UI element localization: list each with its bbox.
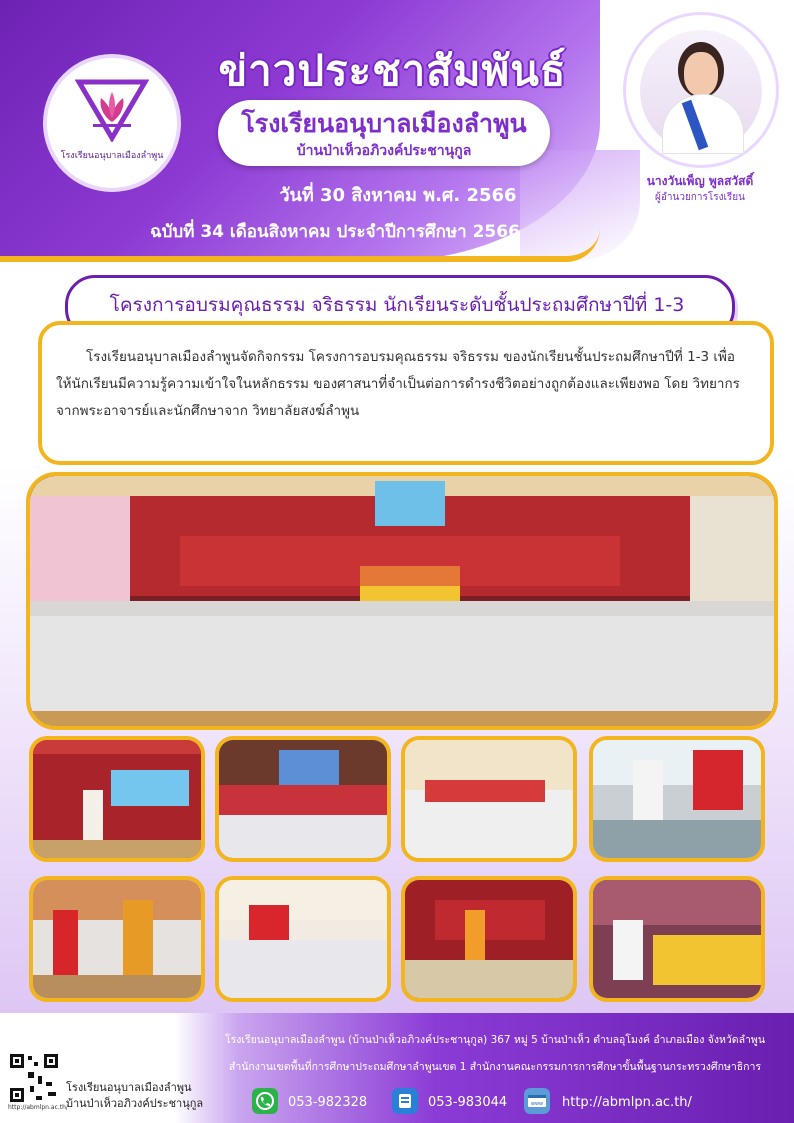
issue-date: วันที่ 30 สิงหาคม พ.ศ. 2566	[279, 185, 517, 206]
phone-number-1[interactable]: 053-982328	[288, 1095, 368, 1110]
thumb-photo-7	[401, 876, 577, 1002]
website-link[interactable]: http://abmlpn.ac.th/	[562, 1095, 692, 1110]
thumb-photo-6	[215, 876, 391, 1002]
footer-school-subname: บ้านป่าเห็วอภิวงค์ประชานุกูล	[66, 1097, 204, 1110]
school-name: โรงเรียนอนุบาลเมืองลำพูน	[241, 109, 527, 138]
lotus-logo-icon	[75, 78, 149, 142]
teachers-table-image	[593, 880, 761, 998]
main-group-photo	[26, 472, 778, 730]
svg-text:www: www	[530, 1101, 544, 1107]
thumb-photo-5	[29, 876, 205, 1002]
director-name: นางวันเพ็ญ พูลสวัสดิ์	[646, 174, 754, 188]
qr-caption: http://abmlpn.ac.th/	[8, 1104, 68, 1111]
description-text: โรงเรียนอนุบาลเมืองลำพูนจัดกิจกรรม โครงการอบรมคุณธรรม จริธรรม ของนักเรียนชั้นประถมศึกษาปีที่ 1-3 เพื่อให้นักเรียนมีความรู้ความเข้าใจในหลักธรรม ของศาสนาที่จำเป็นต่อการดำรงชีวิตอย่างถูกต้องและเพียงพอ โดย วิทยากรจากพระอาจารย์และนักศึกษาจาก วิทยาลัยสงฆ์ลำพูน	[56, 349, 740, 419]
classroom-stage-image	[219, 880, 387, 998]
portrait-face	[684, 52, 718, 96]
assembly-hall-image	[219, 740, 387, 858]
website-icon[interactable]	[524, 1088, 550, 1114]
project-title: โครงการอบรมคุณธรรม จริธรรม นักเรียนระดับชั้นประถมศึกษาปีที่ 1-3	[109, 294, 685, 316]
footer-school-name: โรงเรียนอนุบาลเมืองลำพูน	[66, 1081, 192, 1094]
outdoor-activity-image	[593, 740, 761, 858]
stage-speaker-image	[33, 740, 201, 858]
qr-code-icon[interactable]	[8, 1052, 60, 1104]
issue-number: ฉบับที่ 34 เดือนสิงหาคม ประจำปีการศึกษา 2566	[150, 222, 520, 242]
school-subtitle: บ้านป่าเห็วอภิวงค์ประชานุกูล	[296, 143, 472, 159]
thumb-photo-4	[589, 736, 765, 862]
thumb-photo-2	[215, 736, 391, 862]
footer-address: โรงเรียนอนุบาลเมืองลำพูน (บ้านป่าเห็วอภิวงค์ประชานุกูล) 367 หมู่ 5 บ้านป่าเห็ว ตำบลอุโมงค์ อำเภอเมือง จังหวัดลำพูน	[224, 1034, 766, 1046]
students-exercise-image	[33, 880, 201, 998]
logo-caption: โรงเรียนอนุบาลเมืองลำพูน	[60, 151, 164, 161]
phone-number-2[interactable]: 053-983044	[428, 1095, 508, 1110]
phone-icon[interactable]	[252, 1088, 278, 1114]
director-title: ผู้อำนวยการโรงเรียน	[655, 192, 745, 203]
newsletter-title: ข่าวประชาสัมพันธ์	[218, 46, 567, 95]
group-photo-image	[30, 476, 774, 726]
thumb-photo-3	[401, 736, 577, 862]
thumb-photo-1	[29, 736, 205, 862]
stage-ceremony-image	[405, 880, 573, 998]
footer-office: สำนักงานเขตพื้นที่การศึกษาประถมศึกษาลำพูนเขต 1 สำนักงานคณะกรรมการการศึกษาขั้นพื้นฐานกระทรวงศึกษาธิการ	[228, 1061, 762, 1073]
thumb-photo-8	[589, 876, 765, 1002]
fax-icon[interactable]	[392, 1088, 418, 1114]
students-seated-image	[405, 740, 573, 858]
